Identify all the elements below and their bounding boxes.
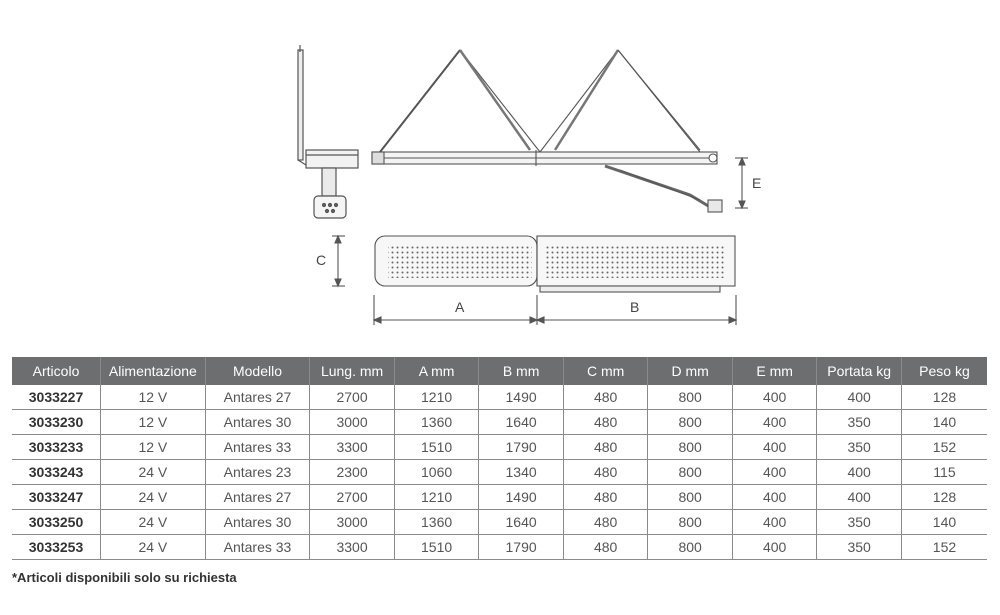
cell-b: 1490 [479, 385, 564, 410]
cell-a: 1360 [394, 410, 479, 435]
cell-alimentazione: 24 V [101, 485, 206, 510]
cell-a: 1510 [394, 535, 479, 560]
dimension-b-label: B [630, 299, 640, 315]
cell-modello: Antares 30 [205, 410, 310, 435]
cell-e: 400 [732, 535, 817, 560]
cell-c: 480 [563, 535, 648, 560]
cell-e: 400 [732, 435, 817, 460]
cell-articolo: 3033253 [12, 535, 101, 560]
cell-articolo: 3033233 [12, 435, 101, 460]
cell-a: 1210 [394, 485, 479, 510]
front-view [372, 50, 748, 212]
cell-portata: 400 [817, 460, 902, 485]
specifications-table [12, 357, 987, 560]
header-b: B mm [479, 357, 564, 385]
cell-c: 480 [563, 435, 648, 460]
cell-peso: 128 [901, 385, 987, 410]
cell-e: 400 [732, 410, 817, 435]
cell-d: 800 [648, 460, 733, 485]
cell-articolo: 3033227 [12, 385, 101, 410]
cell-d: 800 [648, 510, 733, 535]
cell-articolo: 3033243 [12, 460, 101, 485]
cell-e: 400 [732, 385, 817, 410]
cell-peso: 152 [901, 535, 987, 560]
cell-alimentazione: 24 V [101, 510, 206, 535]
table-row [12, 510, 987, 535]
cell-portata: 350 [817, 410, 902, 435]
cell-lunghezza: 3000 [310, 410, 395, 435]
cell-modello: Antares 27 [205, 485, 310, 510]
cell-lunghezza: 3300 [310, 535, 395, 560]
cell-a: 1510 [394, 435, 479, 460]
availability-footnote: *Articoli disponibili solo su richiesta [12, 570, 237, 585]
header-alimentazione: Alimentazione [101, 357, 206, 385]
header-c: C mm [563, 357, 648, 385]
table-row [12, 460, 987, 485]
cell-e: 400 [732, 460, 817, 485]
cell-portata: 350 [817, 435, 902, 460]
cell-b: 1640 [479, 410, 564, 435]
dimension-c-label: C [316, 252, 327, 268]
header-portata: Portata kg [817, 357, 902, 385]
table-header-row [12, 357, 987, 385]
cell-a: 1060 [394, 460, 479, 485]
cell-portata: 350 [817, 510, 902, 535]
cell-peso: 128 [901, 485, 987, 510]
cell-modello: Antares 33 [205, 435, 310, 460]
cell-d: 800 [648, 410, 733, 435]
cell-peso: 140 [901, 410, 987, 435]
header-lunghezza: Lung. mm [310, 357, 395, 385]
cell-peso: 115 [901, 460, 987, 485]
cell-portata: 400 [817, 385, 902, 410]
cell-articolo: 3033250 [12, 510, 101, 535]
cell-b: 1640 [479, 510, 564, 535]
cell-alimentazione: 24 V [101, 535, 206, 560]
cell-modello: Antares 33 [205, 535, 310, 560]
side-view [298, 45, 358, 218]
cell-alimentazione: 12 V [101, 385, 206, 410]
cell-d: 800 [648, 385, 733, 410]
cell-e: 400 [732, 510, 817, 535]
cell-c: 480 [563, 460, 648, 485]
dimension-a-label: A [455, 299, 465, 315]
cell-articolo: 3033230 [12, 410, 101, 435]
cell-b: 1790 [479, 535, 564, 560]
cell-articolo: 3033247 [12, 485, 101, 510]
dimension-e-label: E [752, 175, 762, 191]
cell-c: 480 [563, 485, 648, 510]
cell-alimentazione: 12 V [101, 435, 206, 460]
cell-lunghezza: 2700 [310, 385, 395, 410]
header-a: A mm [394, 357, 479, 385]
header-d: D mm [648, 357, 733, 385]
cell-d: 800 [648, 485, 733, 510]
cell-modello: Antares 27 [205, 385, 310, 410]
cell-c: 480 [563, 410, 648, 435]
header-peso: Peso kg [901, 357, 987, 385]
table-row [12, 435, 987, 460]
cell-c: 480 [563, 385, 648, 410]
cell-alimentazione: 12 V [101, 410, 206, 435]
cell-portata: 400 [817, 485, 902, 510]
cell-a: 1360 [394, 510, 479, 535]
cell-modello: Antares 23 [205, 460, 310, 485]
cell-peso: 152 [901, 435, 987, 460]
cell-e: 400 [732, 485, 817, 510]
top-view [332, 236, 736, 325]
cell-b: 1340 [479, 460, 564, 485]
cell-a: 1210 [394, 385, 479, 410]
table-row [12, 485, 987, 510]
cell-modello: Antares 30 [205, 510, 310, 535]
cell-d: 800 [648, 535, 733, 560]
cell-portata: 350 [817, 535, 902, 560]
cell-alimentazione: 24 V [101, 460, 206, 485]
header-modello: Modello [205, 357, 310, 385]
cell-c: 480 [563, 510, 648, 535]
table-row [12, 535, 987, 560]
table-row [12, 385, 987, 410]
header-e: E mm [732, 357, 817, 385]
table-row [12, 410, 987, 435]
cell-lunghezza: 3300 [310, 435, 395, 460]
header-articolo: Articolo [12, 357, 101, 385]
cell-lunghezza: 2700 [310, 485, 395, 510]
cell-peso: 140 [901, 510, 987, 535]
cell-b: 1790 [479, 435, 564, 460]
cell-lunghezza: 3000 [310, 510, 395, 535]
cell-b: 1490 [479, 485, 564, 510]
cell-lunghezza: 2300 [310, 460, 395, 485]
cell-d: 800 [648, 435, 733, 460]
